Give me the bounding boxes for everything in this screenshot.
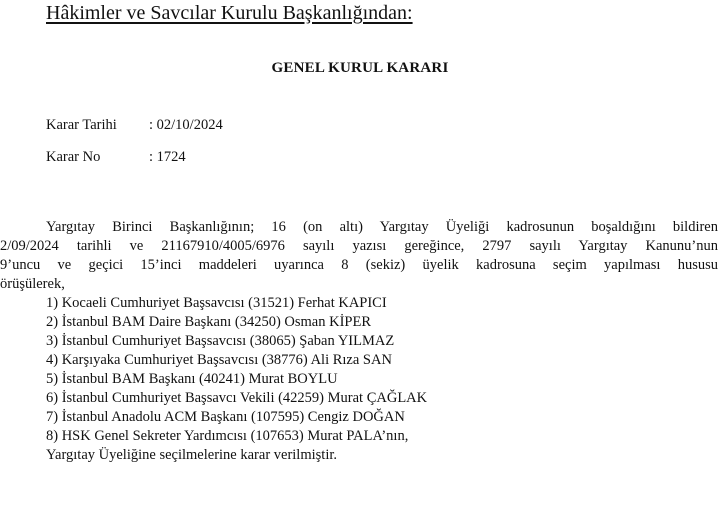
closing-sentence: Yargıtay Üyeliğine seçilmelerine karar verilmiştir.: [46, 447, 337, 463]
decision-number-label: Karar No: [46, 149, 101, 165]
list-item: 1) Kocaeli Cumhuriyet Başsavcısı (31521) Ferhat KAPICI: [46, 295, 387, 311]
list-item: 6) İstanbul Cumhuriyet Başsavcı Vekili (42259) Murat ÇAĞLAK: [46, 390, 428, 406]
decision-number-value: : 1724: [149, 149, 186, 165]
decision-body: [0, 218, 718, 465]
body-line: örüşülerek,: [0, 276, 65, 292]
list-item: 7) İstanbul Anadolu ACM Başkanı (107595) Cengiz DOĞAN: [46, 409, 405, 425]
list-item: 5) İstanbul BAM Başkanı (40241) Murat BOYLU: [46, 371, 338, 387]
decision-number-row: [46, 149, 186, 166]
body-line: 9’uncu ve geçici 15’inci maddeleri uyarınca 8 (sekiz) üyelik kadrosuna seçim yapılması hususu: [0, 257, 718, 273]
decision-date-value: : 02/10/2024: [149, 117, 223, 133]
body-line: Yargıtay Birinci Başkanlığının; 16 (on altı) Yargıtay Üyeliği kadrosunun boşaldığını bildiren: [46, 219, 718, 235]
institution-header: Hâkimler ve Savcılar Kurulu Başkanlığından:: [46, 2, 413, 24]
list-item: 3) İstanbul Cumhuriyet Başsavcısı (38065) Şaban YILMAZ: [46, 333, 395, 349]
document-title: GENEL KURUL KARARI: [271, 60, 449, 76]
list-item: 8) HSK Genel Sekreter Yardımcısı (107653) Murat PALA’nın,: [46, 428, 409, 444]
body-line: 2/09/2024 tarihli ve 21167910/4005/6976 sayılı yazısı gereğince, 2797 sayılı Yargıtay Kanunu’nun: [0, 238, 718, 254]
decision-date-row: [46, 117, 223, 134]
list-item: 2) İstanbul BAM Daire Başkanı (34250) Osman KİPER: [46, 314, 371, 330]
list-item: 4) Karşıyaka Cumhuriyet Başsavcısı (38776) Ali Rıza SAN: [46, 352, 392, 368]
decision-date-label: Karar Tarihi: [46, 117, 117, 133]
